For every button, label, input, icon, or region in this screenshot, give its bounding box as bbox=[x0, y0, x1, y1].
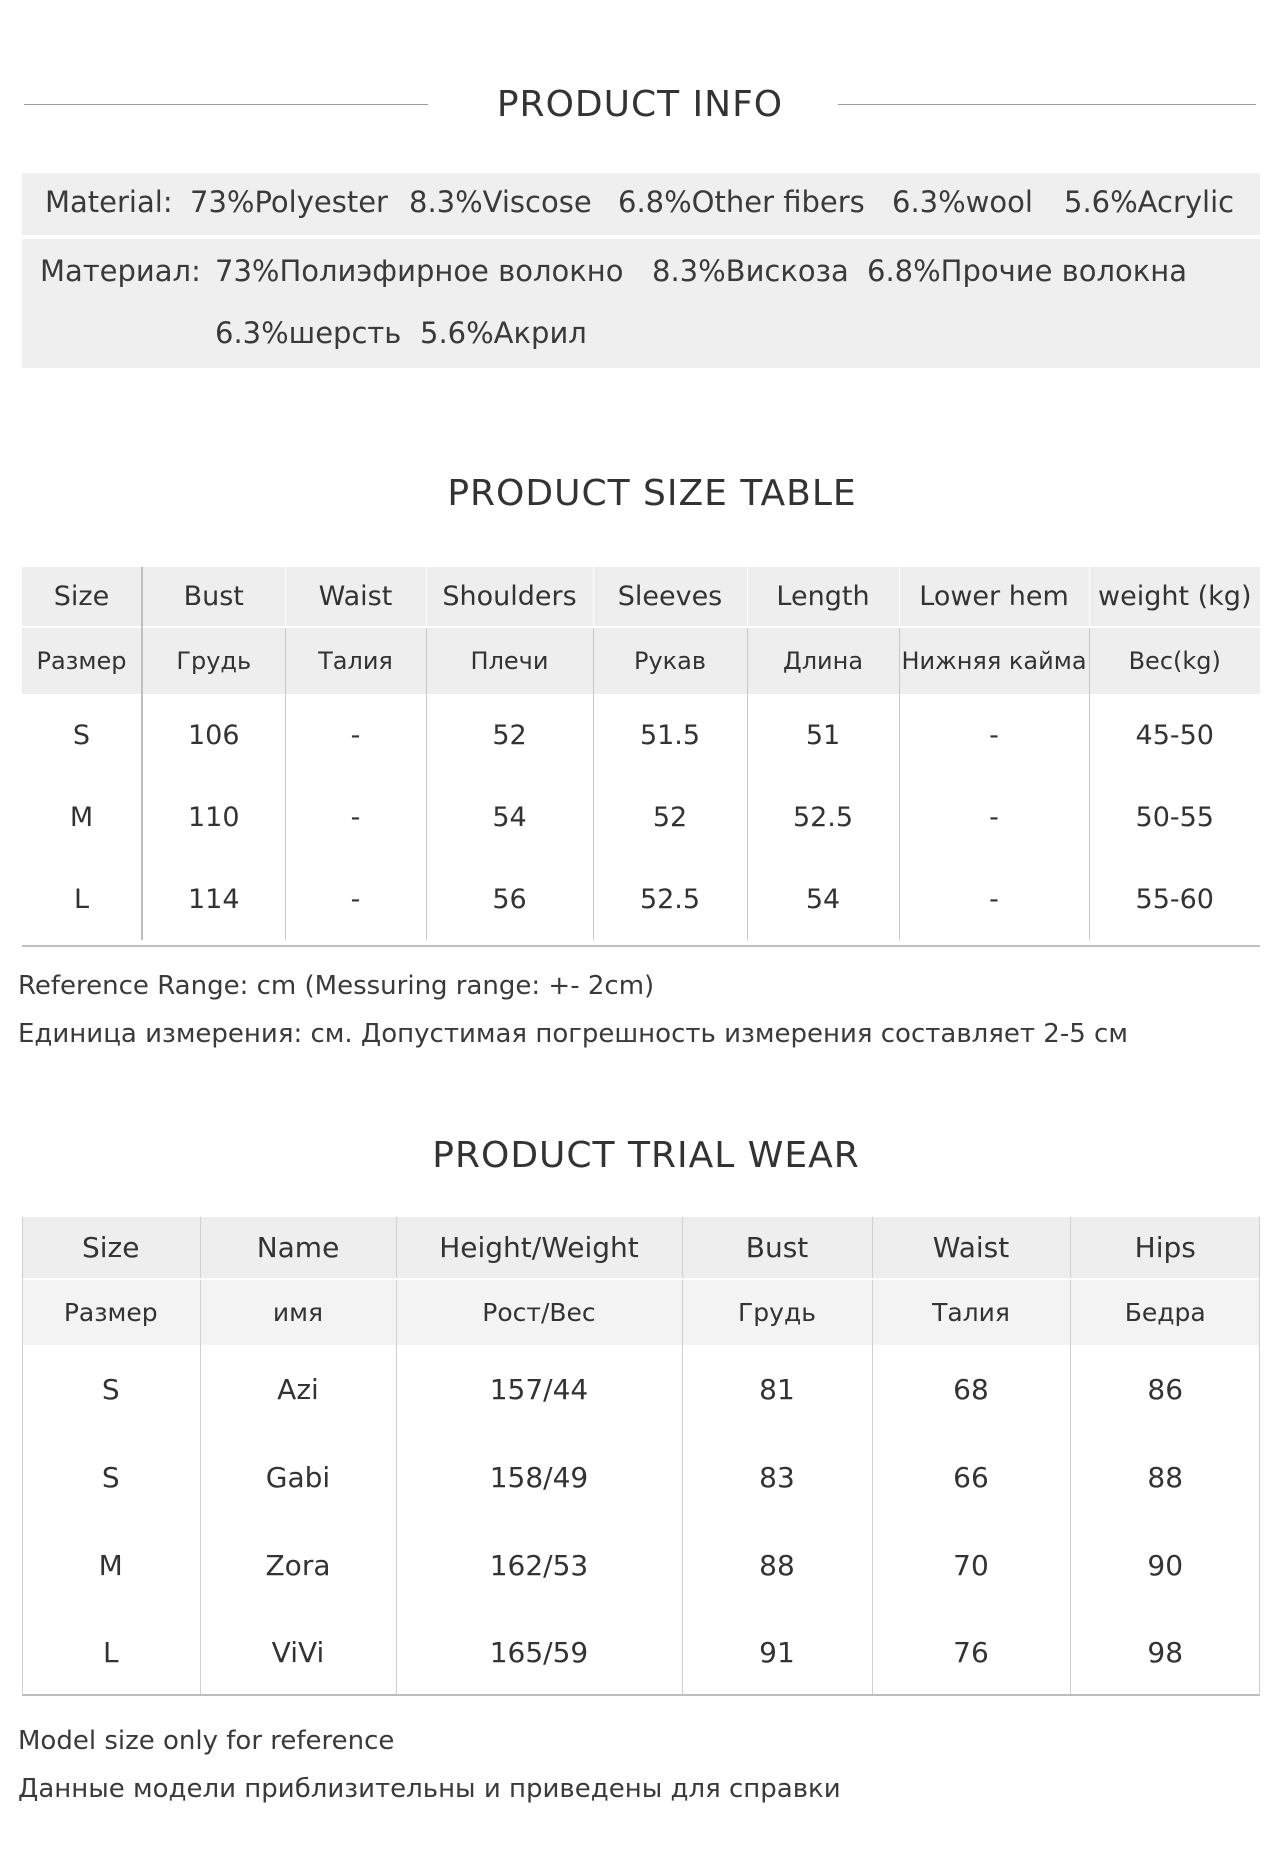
table-cell: ViVi bbox=[200, 1609, 396, 1695]
trial-note-ru: Данные модели приблизительны и приведены для справки bbox=[18, 1774, 841, 1804]
material-ru-item: 8.3%Вискоза bbox=[652, 254, 849, 288]
header-cell: Размер bbox=[22, 627, 142, 694]
table-row bbox=[22, 776, 1260, 858]
size-note-ru: Единица измерения: см. Допустимая погрешность измерения составляет 2-5 см bbox=[18, 1019, 1128, 1049]
table-cell: 45-50 bbox=[1089, 694, 1260, 776]
table-cell: 81 bbox=[682, 1345, 872, 1433]
table-cell: 98 bbox=[1070, 1609, 1260, 1695]
table-cell: L bbox=[22, 858, 142, 940]
header-cell: Name bbox=[200, 1217, 396, 1279]
size-table-bottom-rule bbox=[22, 945, 1260, 947]
table-cell: - bbox=[285, 776, 426, 858]
header-cell: Бедра bbox=[1070, 1279, 1260, 1345]
table-cell: 162/53 bbox=[396, 1521, 682, 1609]
header-cell: Рукав bbox=[593, 627, 747, 694]
material-en-item: 5.6%Acrylic bbox=[1064, 185, 1235, 219]
trial-table-left-rule bbox=[22, 1217, 23, 1695]
header-cell: Size bbox=[22, 567, 142, 627]
header-cell: Талия bbox=[285, 627, 426, 694]
size-table-header-en bbox=[22, 567, 1260, 627]
trial-table-header-ru bbox=[22, 1279, 1260, 1345]
material-ru-item: 73%Полиэфирное волокно bbox=[215, 254, 624, 288]
trial-table-header-en bbox=[22, 1217, 1260, 1279]
table-cell: 52.5 bbox=[747, 776, 899, 858]
trial-table-right-rule bbox=[1259, 1217, 1260, 1695]
table-cell: Gabi bbox=[200, 1433, 396, 1521]
table-row bbox=[22, 858, 1260, 940]
header-cell: Length bbox=[747, 567, 899, 627]
table-row bbox=[22, 1609, 1260, 1695]
table-cell: 54 bbox=[747, 858, 899, 940]
table-cell: Zora bbox=[200, 1521, 396, 1609]
header-cell: Нижняя кайма bbox=[899, 627, 1089, 694]
table-cell: 88 bbox=[1070, 1433, 1260, 1521]
table-cell: - bbox=[899, 694, 1089, 776]
table-cell: 66 bbox=[872, 1433, 1070, 1521]
header-cell: Sleeves bbox=[593, 567, 747, 627]
material-ru-item: 6.3%шерсть bbox=[215, 316, 402, 350]
header-cell: Грудь bbox=[682, 1279, 872, 1345]
header-cell: Hips bbox=[1070, 1217, 1260, 1279]
material-en-label: Material: bbox=[45, 185, 173, 219]
table-cell: 68 bbox=[872, 1345, 1070, 1433]
material-en-item: 6.3%wool bbox=[892, 185, 1033, 219]
table-cell: S bbox=[101, 1460, 120, 1494]
size-table-header-ru bbox=[22, 627, 1260, 694]
size-table-title: PRODUCT SIZE TABLE bbox=[447, 473, 857, 514]
table-cell: 106 bbox=[142, 694, 285, 776]
table-cell: 76 bbox=[872, 1609, 1070, 1695]
header-cell: Вес(kg) bbox=[1089, 627, 1260, 694]
header-cell: Плечи bbox=[426, 627, 593, 694]
table-cell: 51.5 bbox=[593, 694, 747, 776]
table-cell: M bbox=[22, 776, 142, 858]
trial-table-bottom-rule bbox=[22, 1694, 1260, 1696]
header-cell: Shoulders bbox=[426, 567, 593, 627]
header-cell: имя bbox=[200, 1279, 396, 1345]
table-cell: 165/59 bbox=[396, 1609, 682, 1695]
table-cell: 110 bbox=[142, 776, 285, 858]
table-cell: 52 bbox=[593, 776, 747, 858]
table-cell: 90 bbox=[1070, 1521, 1260, 1609]
table-cell: 88 bbox=[682, 1521, 872, 1609]
table-cell: - bbox=[899, 858, 1089, 940]
trial-wear-table bbox=[22, 1217, 1260, 1695]
table-row bbox=[22, 1521, 1260, 1609]
header-cell: Длина bbox=[747, 627, 899, 694]
table-cell: 50-55 bbox=[1089, 776, 1260, 858]
header-cell: Waist bbox=[872, 1217, 1070, 1279]
table-cell: Azi bbox=[200, 1345, 396, 1433]
header-cell: Bust bbox=[682, 1217, 872, 1279]
header-cell: Size bbox=[22, 1217, 200, 1279]
table-cell: S bbox=[101, 1372, 120, 1406]
table-cell: L bbox=[102, 1635, 119, 1669]
table-cell: 83 bbox=[682, 1433, 872, 1521]
material-en-item: 8.3%Viscose bbox=[409, 185, 592, 219]
material-ru-label: Материал: bbox=[40, 254, 201, 288]
table-cell: 51 bbox=[747, 694, 899, 776]
table-cell: 86 bbox=[1070, 1345, 1260, 1433]
size-table bbox=[22, 567, 1260, 940]
header-cell: weight (kg) bbox=[1089, 567, 1260, 627]
header-cell: Height/Weight bbox=[396, 1217, 682, 1279]
table-cell: - bbox=[899, 776, 1089, 858]
material-ru-item: 5.6%Акрил bbox=[420, 316, 587, 350]
header-cell: Waist bbox=[285, 567, 426, 627]
product-info-title: PRODUCT INFO bbox=[496, 84, 784, 125]
table-cell: 55-60 bbox=[1089, 858, 1260, 940]
table-cell: 54 bbox=[426, 776, 593, 858]
header-cell: Талия bbox=[872, 1279, 1070, 1345]
table-cell: 158/49 bbox=[396, 1433, 682, 1521]
header-cell: Bust bbox=[142, 567, 285, 627]
table-cell: 56 bbox=[426, 858, 593, 940]
material-en-item: 73%Polyester bbox=[190, 185, 388, 219]
header-cell: Lower hem bbox=[899, 567, 1089, 627]
table-row bbox=[22, 694, 1260, 776]
header-cell: Грудь bbox=[142, 627, 285, 694]
table-cell: 114 bbox=[142, 858, 285, 940]
table-row bbox=[22, 1433, 1260, 1521]
header-cell: Размер bbox=[22, 1279, 200, 1345]
trial-wear-title: PRODUCT TRIAL WEAR bbox=[432, 1135, 860, 1176]
table-cell: 91 bbox=[682, 1609, 872, 1695]
table-cell: 52.5 bbox=[593, 858, 747, 940]
table-cell: S bbox=[22, 694, 142, 776]
material-en-item: 6.8%Other fibers bbox=[618, 185, 865, 219]
header-cell: Рост/Вес bbox=[396, 1279, 682, 1345]
table-cell: 52 bbox=[426, 694, 593, 776]
trial-note-en: Model size only for reference bbox=[18, 1726, 395, 1756]
table-row bbox=[22, 1345, 1260, 1433]
table-cell: - bbox=[285, 694, 426, 776]
table-cell: - bbox=[285, 858, 426, 940]
table-cell: 157/44 bbox=[396, 1345, 682, 1433]
table-cell: M bbox=[98, 1548, 123, 1582]
table-cell: 70 bbox=[872, 1521, 1070, 1609]
size-note-en: Reference Range: cm (Messuring range: +- 2cm) bbox=[18, 971, 655, 1001]
material-ru-item: 6.8%Прочие волокна bbox=[867, 254, 1188, 288]
